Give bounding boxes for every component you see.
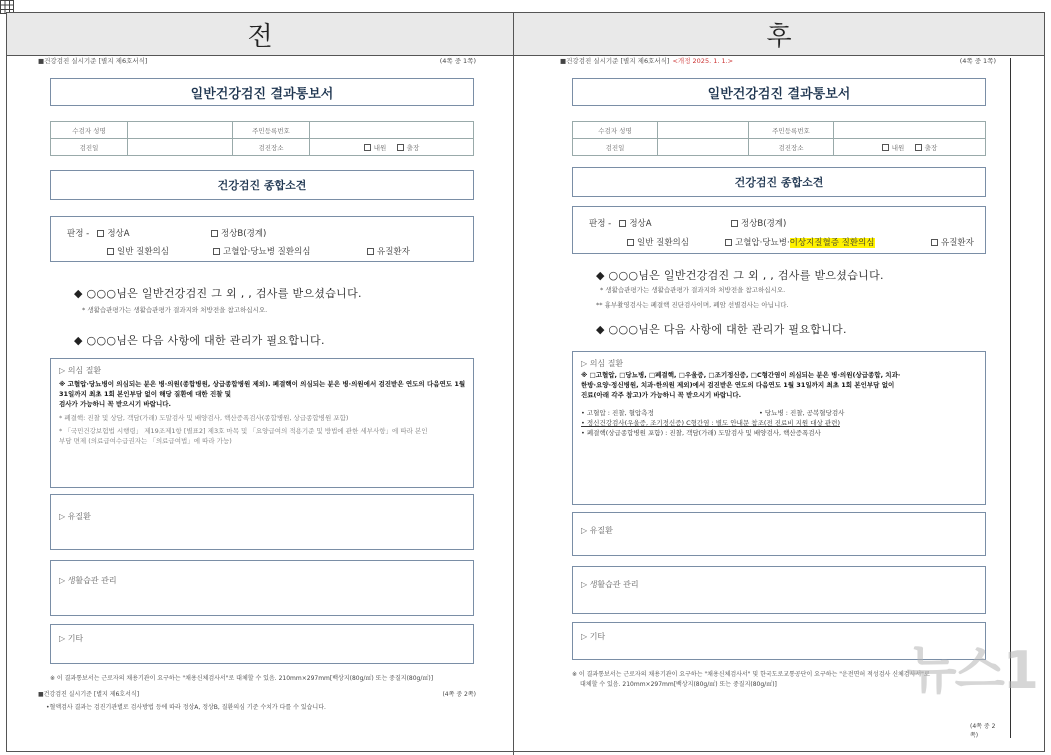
exam-statement: ◆ ○○○님은 일반건강검진 그 외 , , 검사를 받으셨습니다.: [596, 269, 884, 282]
section-title: ▷ 의심 질환: [59, 366, 102, 375]
date-value: [658, 139, 749, 156]
column-divider: [513, 55, 514, 755]
patient-info-table: [50, 121, 474, 156]
name-value: [658, 122, 749, 139]
date-label: 검진일: [51, 139, 128, 156]
form-title: 일반건강검진 결과통보서: [50, 78, 474, 106]
rrn-value: [834, 122, 986, 139]
highlight-dyslipidemia: 이상지질혈증 질환의심: [789, 238, 875, 248]
checkbox-outside[interactable]: [915, 144, 922, 151]
checkbox-normal-b[interactable]: [211, 230, 218, 237]
place-options: 내원 출장: [310, 139, 474, 156]
rrn-label: 주민등록번호: [233, 122, 310, 139]
management-statement: ◆ ○○○님은 다음 사항에 대한 관리가 필요합니다.: [596, 323, 847, 336]
form-meta: [38, 56, 476, 66]
checkbox-hypertension-diabetes[interactable]: [213, 248, 220, 255]
blood-test-note: •혈액검사 결과는 검진기관별로 검사방법 등에 따라 정상A, 정상B, 질환의심 기준 수치가 다를 수 있습니다.: [46, 704, 326, 711]
date-value: [128, 139, 233, 156]
rrn-value: [310, 122, 474, 139]
checkbox-normal-a[interactable]: [97, 230, 104, 237]
verdict-box: 판정 - 정상A 정상B(경계) 일반 질환의심 고혈압·당뇨병·이상지질혈증 질환의심 유질환자: [572, 206, 986, 254]
column-header-after: 후: [514, 13, 1044, 56]
page-indicator: (4쪽 중 1쪽): [439, 57, 476, 65]
revision-date: <개정 2025. 1. 1.>: [672, 57, 734, 65]
summary-title: 건강검진 종합소견: [572, 167, 986, 197]
lifestyle-note: * 생활습관평가는 생활습관평가 결과지와 처방전을 참고하십시오.: [82, 306, 268, 314]
page-indicator-2: (4쪽 중 2쪽): [442, 691, 476, 698]
place-options: 내원 출장: [834, 139, 986, 156]
section-existing-disease: ▷ 유질환: [572, 512, 986, 556]
footnote-substitute-cont: 대체할 수 있음. 210mm×297mm[백상지(80g/㎡) 또는 중질지(80g/㎡)]: [580, 681, 777, 688]
page-indicator-2: (4쪽 중 2쪽): [970, 723, 996, 739]
section-suspected-disease: ▷ 의심 질환 ※ 고혈압·당뇨병이 의심되는 분은 병·의원(종합병원, 상급종합병원 제외). 폐결핵이 의심되는 분은 병·의원에서 검진받은 연도의 다음연도 1월 31일까지 최초 1회 본인부담 없이 해당 질환에 대한 진찰 및 검사가 가능하니 꼭 받으시기 바랍니다. * 폐결핵: 진찰 및 상담, 객담(가래) 도말검사 및 배양검사, 핵산증폭검사(종합병원, 상급종합병원 포함) * 「국민건강보험법 시행령」 제19조제1항 [별표2] 제3호 마목 및 「요양급여의 적용기준 및 방법에 관한 세부사항」에 따라 본인 부담 면제 (의료급여수급권자는 「의료급여법」에 따라 가능): [50, 358, 474, 488]
checkbox-inside[interactable]: [364, 144, 371, 151]
date-label: 검진일: [573, 139, 658, 156]
section-existing-disease: ▷ 유질환: [50, 494, 474, 550]
section-other: ▷ 기타: [50, 624, 474, 664]
form-title: 일반건강검진 결과통보서: [572, 78, 986, 106]
patient-info-table: [572, 121, 986, 156]
form-reference: ■건강검진 실시기준 [별지 제6호서식]: [38, 57, 148, 65]
news-watermark: 뉴스1: [906, 641, 1037, 701]
footnote-substitute: ※ 이 결과통보서는 근로자의 채용기관이 요구하는 "채용신체검사서" 및 한국도로교통공단이 요구하는 "운전면허 적성검사 신체검사서"로: [572, 671, 930, 678]
section-title: ▷ 의심 질환: [581, 359, 624, 368]
checkbox-general-disease[interactable]: [627, 239, 634, 246]
verdict-row-1: 판정 - 정상A: [67, 229, 130, 239]
place-label: 검진장소: [233, 139, 310, 156]
management-statement: ◆ ○○○님은 다음 사항에 대한 관리가 필요합니다.: [74, 334, 325, 347]
summary-title: 건강검진 종합소견: [50, 170, 474, 200]
form-reference: ■건강검진 실시기준 [별지 제6호서식]: [560, 57, 670, 65]
checkbox-inside[interactable]: [882, 144, 889, 151]
section-suspected-disease: ▷ 의심 질환 ※ □고혈압, □당뇨병, □폐결핵, □우울증, □조기정신증, □C형간염이 의심되는 분은 병·의원(상급종합, 치과· 한방·요양·정신병원, 치과·한의원 제외)에서 검진받은 연도의 다음연도 1월 31일까지 최초 1회 본인부담 없이 진료(아래 각주 참고)가 가능하니 꼭 받으시기 바랍니다. • 고혈압 : 진찰, 혈압측정 • 당뇨병 : 진찰, 공복혈당검사 • 정신건강검사(우울증, 조기정신증) C형간염 : 별도 안내문 참조(전 진료비 지원 대상 관련) • 폐결핵(상급종합병원 포함) : 진찰, 객담(가래) 도말검사 및 배양검사, 핵산증폭검사: [572, 351, 986, 505]
footnote-substitute: ※ 이 결과통보서는 근로자의 채용기관이 요구하는 "채용신체검사서"로 대체할 수 있음. 210mm×297mm[백상지(80g/㎡) 또는 중질지(80g/㎡)]: [50, 675, 434, 682]
form-meta: [560, 56, 996, 66]
checkbox-outside[interactable]: [397, 144, 404, 151]
form-reference-page2: ■건강검진 실시기준 [별지 제6호서식]: [38, 691, 140, 698]
section-lifestyle: ▷ 생활습관 관리: [50, 560, 474, 616]
name-value: [128, 122, 233, 139]
checkbox-normal-a[interactable]: [619, 220, 626, 227]
place-label: 검진장소: [749, 139, 834, 156]
rrn-label: 주민등록번호: [749, 122, 834, 139]
verdict-box: 판정 - 정상A 정상B(경계) 일반 질환의심 고혈압·당뇨병 질환의심 유질환자: [50, 216, 474, 262]
checkbox-existing-disease[interactable]: [367, 248, 374, 255]
checkbox-hypertension-diabetes-dyslipidemia[interactable]: [725, 239, 732, 246]
name-label: 수검자 성명: [51, 122, 128, 139]
section-other: ▷ 기타: [572, 622, 986, 660]
page-indicator: (4쪽 중 1쪽): [959, 57, 996, 65]
section-lifestyle: ▷ 생활습관 관리: [572, 566, 986, 614]
name-label: 수검자 성명: [573, 122, 658, 139]
chest-xray-note: ** 흉부촬영검사는 폐결핵 진단검사이며, 폐암 선별검사는 아닙니다.: [596, 301, 789, 309]
exam-statement: ◆ ○○○님은 일반건강검진 그 외 , , 검사를 받으셨습니다.: [74, 287, 362, 300]
checkbox-normal-b[interactable]: [731, 220, 738, 227]
checkbox-general-disease[interactable]: [107, 248, 114, 255]
checkbox-existing-disease[interactable]: [931, 239, 938, 246]
lifestyle-note: * 생활습관평가는 생활습관평가 결과지와 처방전을 참고하십시오.: [600, 286, 786, 294]
column-header-before: 전: [7, 13, 514, 56]
